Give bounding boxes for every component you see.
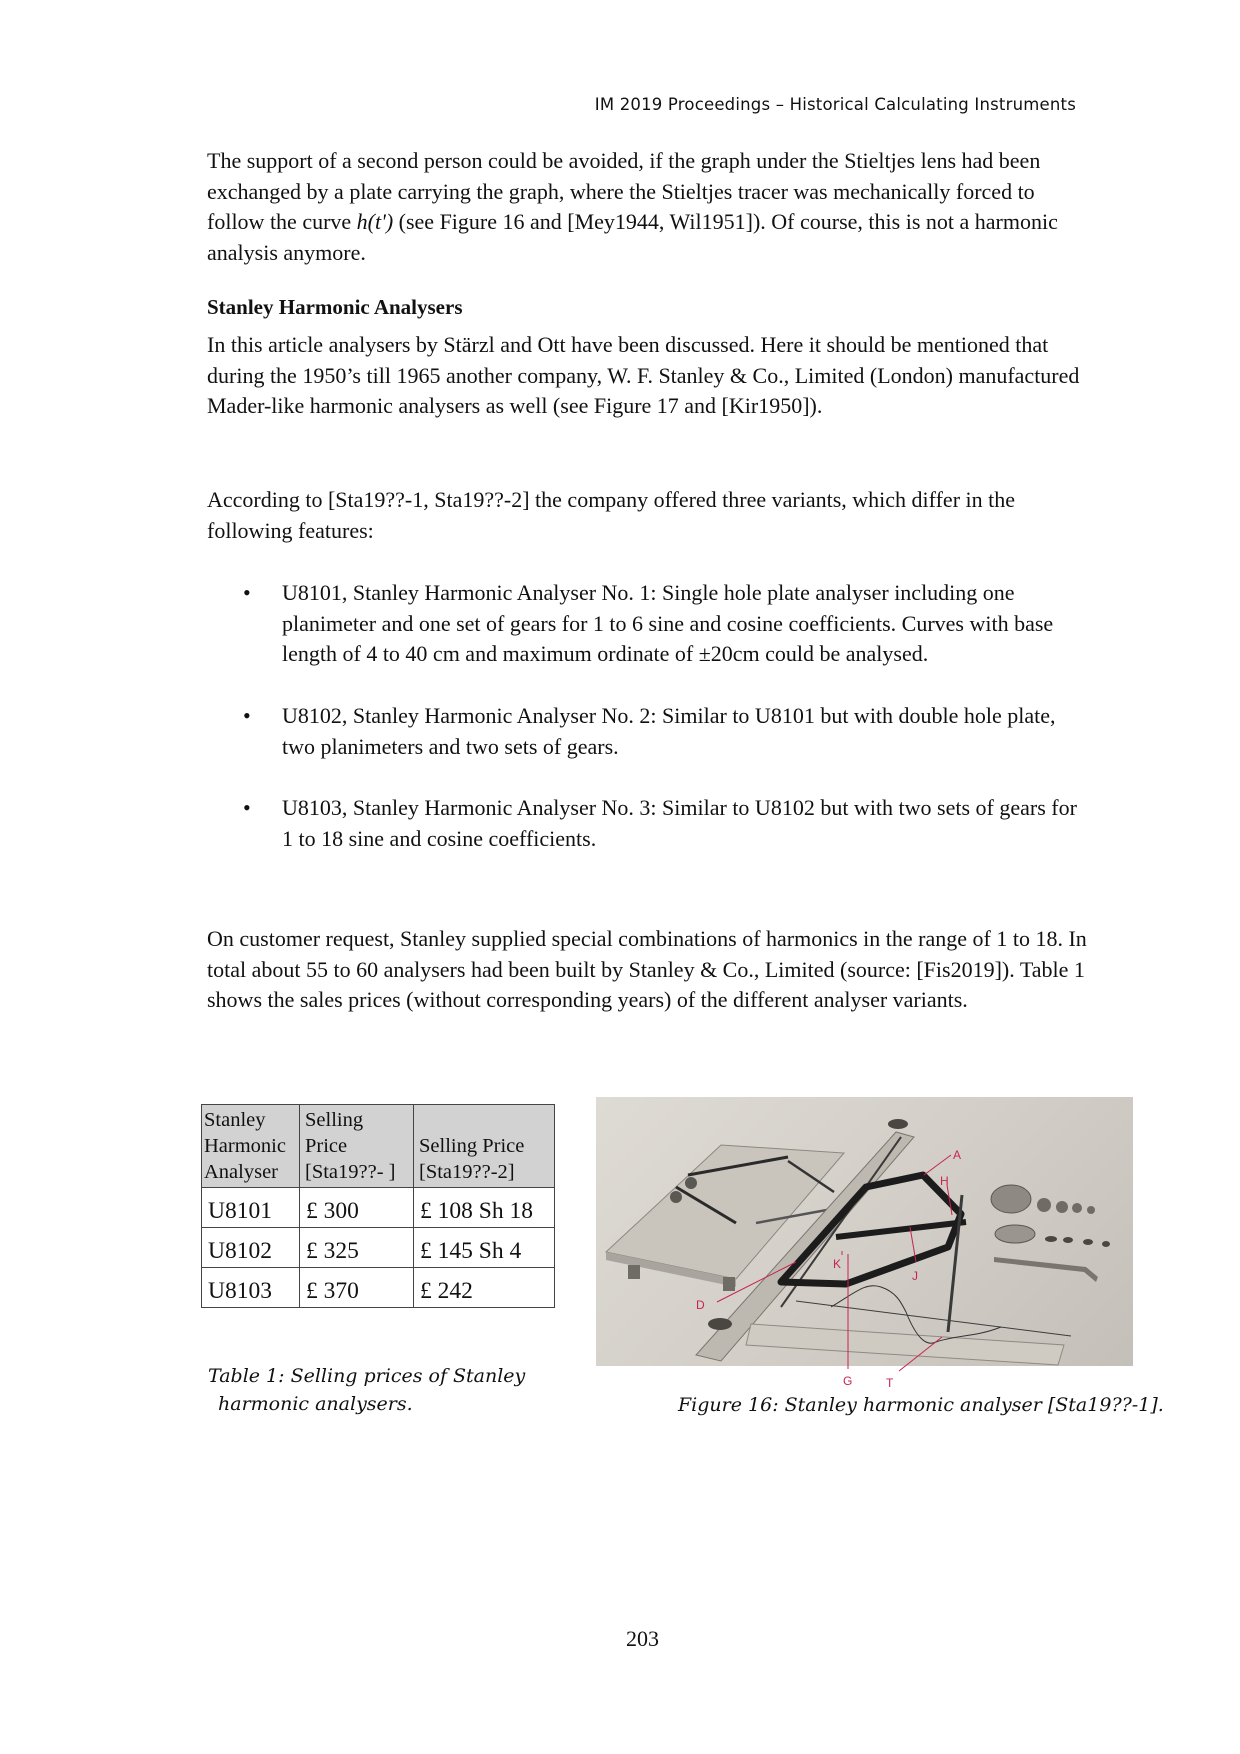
math-expression: h(t') xyxy=(356,209,394,235)
cell-price-2: £ 108 Sh 18 xyxy=(414,1188,555,1228)
cell-price-2: £ 242 xyxy=(414,1268,555,1308)
header-line: Stanley xyxy=(204,1109,266,1131)
figure-label-a: A xyxy=(953,1148,962,1162)
cell-price-1: £ 370 xyxy=(300,1268,414,1308)
cell-model: U8101 xyxy=(202,1188,300,1228)
figure-label-t: T xyxy=(886,1376,894,1390)
paragraph-variants: According to [Sta19??-1, Sta19??-2] the company offered three variants, which differ in the following features: xyxy=(207,487,1016,543)
header-line: [Sta19??- ] xyxy=(305,1161,396,1183)
figure-label-g: G xyxy=(843,1374,853,1388)
table-row xyxy=(202,1268,555,1308)
paragraph-text: (see Figure 16 and [Mey1944, Wil1951]). Of course, this is not a harmonic analysis anymore. xyxy=(207,209,1058,266)
figure-label-k: K xyxy=(833,1257,842,1271)
header-line: Price xyxy=(305,1135,348,1157)
bullet-icon: • xyxy=(243,794,251,820)
cell-price-1: £ 300 xyxy=(300,1188,414,1228)
cell-price-2: £ 145 Sh 4 xyxy=(414,1228,555,1268)
figure-label-d: D xyxy=(696,1298,705,1312)
table-row xyxy=(202,1188,555,1228)
table-row xyxy=(202,1228,555,1268)
list-item xyxy=(207,793,1087,854)
page-number: 203 xyxy=(626,1626,659,1651)
header-analyser xyxy=(202,1105,300,1188)
list-item xyxy=(207,578,1087,670)
paragraph-text: The support of a second person could be avoided, if the graph under the Stieltjes lens had been exchanged by a plate carrying the graph, where the Stieltjes tracer was mechanically forced to follow the curve xyxy=(207,148,1041,235)
cell-price-1: £ 325 xyxy=(300,1228,414,1268)
caption-line: harmonic analysers. xyxy=(218,1393,413,1415)
figure-caption: Figure 16: Stanley harmonic analyser [Sta19??-1]. xyxy=(678,1394,1164,1416)
paragraph-stieltjes xyxy=(207,146,1087,269)
cell-model: U8102 xyxy=(202,1228,300,1268)
section-heading: Stanley Harmonic Analysers xyxy=(207,295,463,319)
feature-list xyxy=(207,578,1087,885)
header-line: Selling Price xyxy=(419,1135,525,1157)
list-item xyxy=(207,701,1087,762)
list-item-text: U8101, Stanley Harmonic Analyser No. 1: Single hole plate analyser including one planimeter and one set of gears for 1 to 6 sine and cosine coefficients. Curves with base length of 4 to 40 cm and maximum ordinate of ±20cm could be analysed. xyxy=(282,580,1054,667)
cell-model: U8103 xyxy=(202,1268,300,1308)
paragraph-intro: In this article analysers by Stärzl and Ott have been discussed. Here it should be mentioned that during the 1950’s till 1965 another company, W. F. Stanley & Co., Limited (London) manufactured Mader-like harmonic analysers as well (see Figure 17 and [Kir1950]). xyxy=(207,332,1080,419)
header-price-1 xyxy=(300,1105,414,1188)
running-header: IM 2019 Proceedings – Historical Calculating Instruments xyxy=(594,95,1076,114)
header-line: Analyser xyxy=(204,1161,279,1183)
figure-label-h: H xyxy=(940,1174,949,1188)
paragraph-sales: On customer request, Stanley supplied special combinations of harmonics in the range of 1 to 18. In total about 55 to 60 analysers had been built by Stanley & Co., Limited (source: [Fis2019]). Table 1 shows the sales prices (without corresponding years) of the different analyser variants. xyxy=(207,926,1087,1013)
table-caption xyxy=(208,1362,548,1418)
caption-line: Table 1: Selling prices of Stanley xyxy=(208,1365,526,1387)
header-price-2 xyxy=(414,1105,555,1188)
bullet-icon: • xyxy=(243,580,251,605)
header-line: [Sta19??-2] xyxy=(419,1161,515,1183)
list-item-text: U8102, Stanley Harmonic Analyser No. 2: Similar to U8101 but with double hole plate, two planimeters and two sets of gears. xyxy=(282,702,1056,759)
table-header-row xyxy=(202,1105,555,1188)
list-item-text: U8103, Stanley Harmonic Analyser No. 3: Similar to U8102 but with two sets of gears for 1 to 18 sine and cosine coefficients. xyxy=(282,794,1077,851)
figure-label-j: J xyxy=(912,1269,918,1283)
figure-stanley-analyser-photo xyxy=(596,1097,1133,1390)
header-line: Harmonic xyxy=(204,1135,286,1157)
header-line: Selling xyxy=(305,1109,364,1131)
analyser-illustration xyxy=(596,1097,1133,1390)
bullet-icon: • xyxy=(243,702,251,728)
price-table xyxy=(201,1104,555,1308)
